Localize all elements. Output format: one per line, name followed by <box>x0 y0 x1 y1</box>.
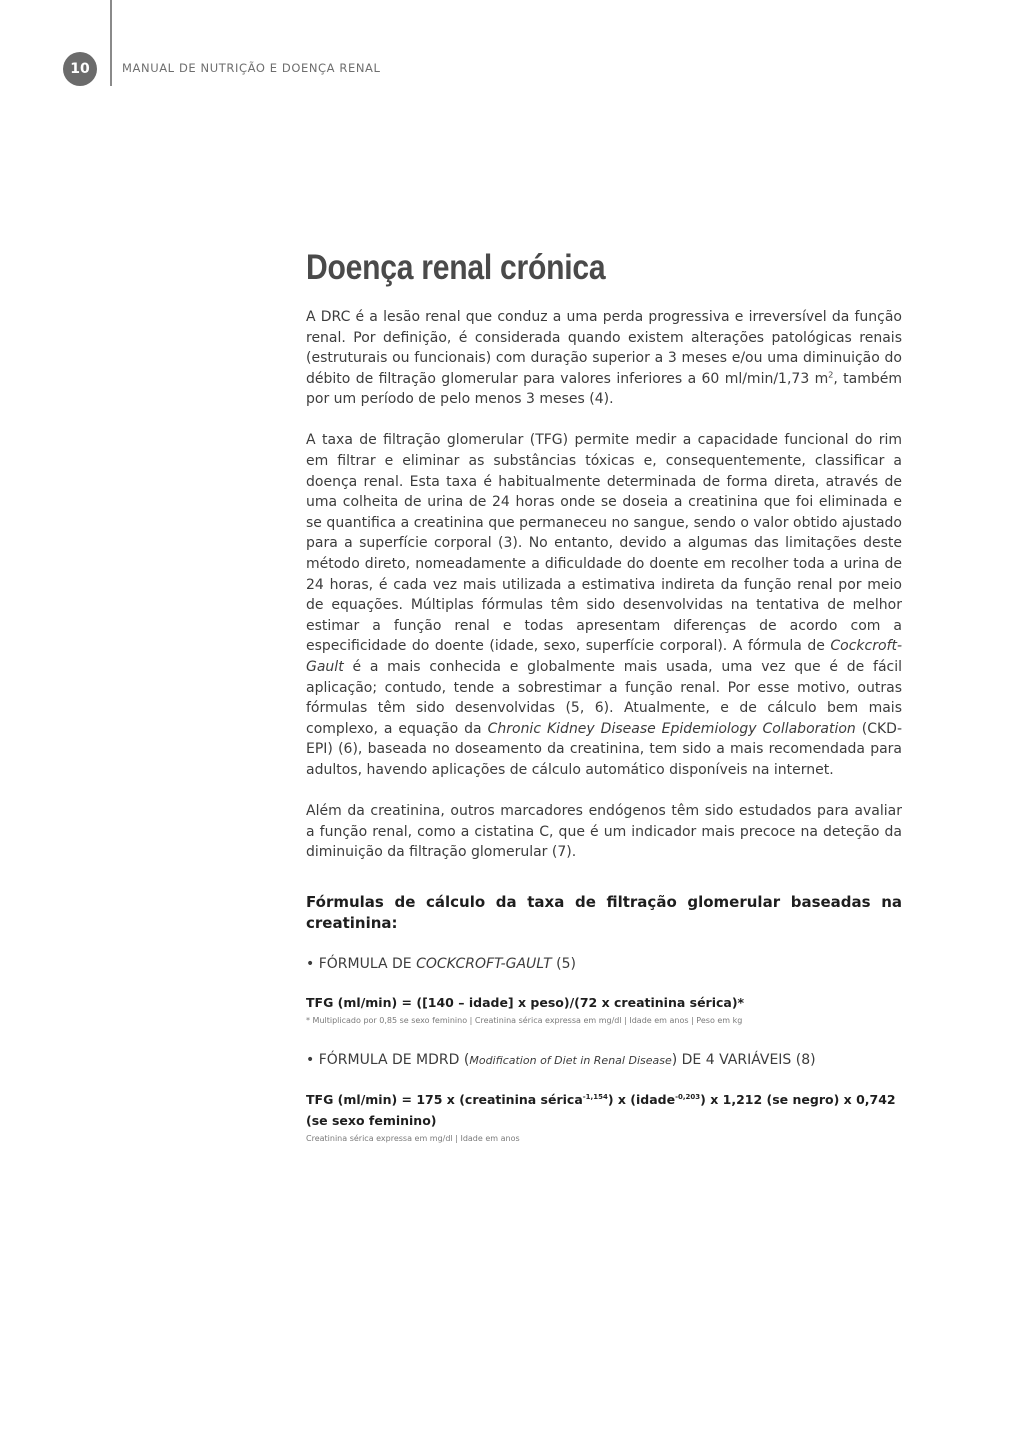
cockcroft-gault-note: * Multiplicado por 0,85 se sexo feminino | Creatinina sérica expressa em mg/dl | Idade em anos | Peso em kg <box>306 1015 743 1025</box>
paragraph-1 <box>306 307 902 410</box>
cg-title-name: COCKCROFT-GAULT <box>416 955 552 972</box>
paragraph-2-text-c: (CKD-EPI) (6), baseada no doseamento da creatinina, tem sido a mais recomendada para adultos, havendo aplicações de cálculo automático disponíveis na internet. <box>306 720 903 778</box>
ckd-epi-term: Chronic Kidney Disease Epidemiology Collaboration <box>487 720 856 737</box>
running-header: MANUAL DE NUTRIÇÃO E DOENÇA RENAL <box>122 61 381 75</box>
paragraph-1-text-end: , também por um período de pelo menos 3 meses (4). <box>306 370 902 408</box>
mdrd-note: Creatinina sérica expressa em mg/dl | Idade em anos <box>306 1133 520 1143</box>
mdrd-eq-part-b: ) x (idade <box>607 1091 676 1107</box>
mdrd-title <box>306 1050 902 1071</box>
paragraph-2-text-a: A taxa de filtração glomerular (TFG) permite medir a capacidade funcional do rim em filtrar e eliminar as substâncias tóxicas e, consequentemente, classificar a doença renal. Esta taxa é habitualmente determinada de forma direta, através de uma colheita de urina de 24 horas onde se doseia a creatinina que foi eliminada e se quantifica a creatinina que permaneceu no sangue, sendo o valor obtido ajustado para a superfície corporal (3). No entanto, devido a algumas das limitações deste método direto, nomeadamente a dificuldade do doente em recolher toda a urina de 24 horas, é cada vez mais utilizada a estimativa indireta da função renal por meio de equações. Múltiplas fórmulas têm sido desenvolvidas na tentativa de melhor estimar a função renal e todas apresentam diferenças de acordo com a especificidade do doente (idade, sexo, superfície corporal). A fórmula de <box>306 432 902 655</box>
mdrd-eq-part-c: ) x 1,212 (se negro) x 0,742 (se sexo feminino) <box>306 1091 896 1128</box>
page-number-badge: 10 <box>63 52 97 86</box>
mdrd-exponent-creatinine: -1,154 <box>582 1092 608 1101</box>
cockcroft-gault-equation: TFG (ml/min) = ([140 – idade] x peso)/(72 x creatinina sérica)* <box>306 994 745 1010</box>
cockcroft-gault-title <box>306 954 902 974</box>
paragraph-2 <box>306 430 902 780</box>
paragraph-2-text-b: é a mais conhecida e globalmente mais usada, uma vez que é de fácil aplicação; contudo, tende a sobrestimar a função renal. Por esse motivo, outras fórmulas têm sido desenvolvidas (5, 6). Atualmente, e de cálculo bem mais complexo, a equação da <box>306 659 902 737</box>
header-divider <box>110 0 112 86</box>
mdrd-title-suffix: ) DE 4 VARIÁVEIS (8) <box>671 1051 816 1068</box>
mdrd-equation <box>306 1089 902 1131</box>
cockcroft-gault-term: Cockcroft-Gault <box>306 638 902 675</box>
cg-title-ref: (5) <box>551 955 576 972</box>
mdrd-eq-part-a: TFG (ml/min) = 175 x (creatinina sérica <box>306 1091 583 1107</box>
mdrd-title-prefix: • FÓRMULA DE MDRD ( <box>306 1051 470 1068</box>
mdrd-title-name: Modification of Diet in Renal Disease <box>469 1053 672 1067</box>
paragraph-1-text: A DRC é a lesão renal que conduz a uma perda progressiva e irreversível da função renal. Por definição, é considerada quando existem alterações patológicas renais (estruturais ou funcionais) com duração superior a 3 meses e/ou uma diminuição do débito de filtração glomerular para valores inferiores a 60 ml/min/1,73 m <box>306 309 902 387</box>
section-title: Doença renal crónica <box>306 248 606 287</box>
superscript-2: 2 <box>828 370 834 380</box>
formulas-heading: Fórmulas de cálculo da taxa de filtração glomerular baseadas na creatinina: <box>306 892 902 932</box>
cg-title-prefix: • FÓRMULA DE <box>306 955 417 972</box>
paragraph-3: Além da creatinina, outros marcadores endógenos têm sido estudados para avaliar a função renal, como a cistatina C, que é um indicador mais precoce na deteção da diminuição da filtração glomerular (7). <box>306 803 902 861</box>
main-content <box>306 245 902 1145</box>
mdrd-exponent-age: -0,203 <box>675 1092 701 1101</box>
